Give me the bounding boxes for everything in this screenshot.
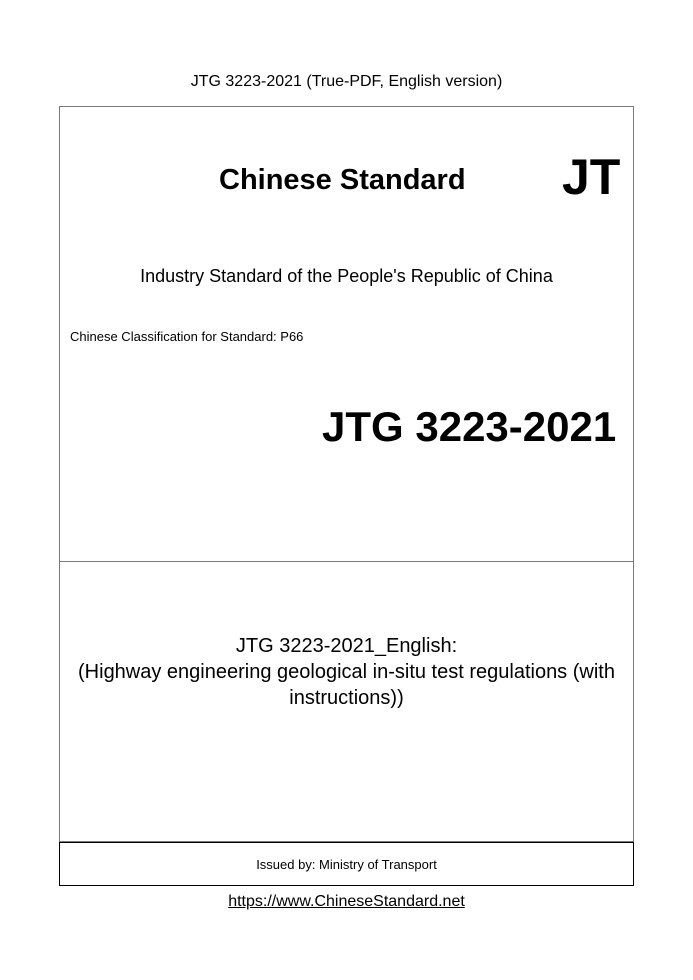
page-header: JTG 3223-2021 (True-PDF, English version) bbox=[190, 73, 503, 90]
cover-top-section bbox=[60, 107, 633, 562]
issued-by-text: Issued by: Ministry of Transport bbox=[256, 856, 437, 872]
standard-code: JT bbox=[562, 149, 621, 205]
industry-line: Industry Standard of the People's Republic of China bbox=[140, 266, 553, 286]
standard-label: Chinese Standard bbox=[219, 164, 466, 196]
document-title bbox=[60, 633, 633, 711]
title-line-3: instructions)) bbox=[289, 687, 404, 709]
classification-line: Chinese Classification for Standard: P66 bbox=[70, 329, 304, 344]
title-line-1: JTG 3223-2021_English: bbox=[235, 635, 458, 657]
issued-by-box bbox=[59, 842, 634, 886]
cover-frame bbox=[59, 106, 634, 842]
website-link[interactable]: https://www.ChineseStandard.net bbox=[228, 893, 465, 910]
title-line-2: (Highway engineering geological in-situ test regulations (with bbox=[78, 661, 615, 683]
standard-number: JTG 3223-2021 bbox=[322, 403, 617, 450]
